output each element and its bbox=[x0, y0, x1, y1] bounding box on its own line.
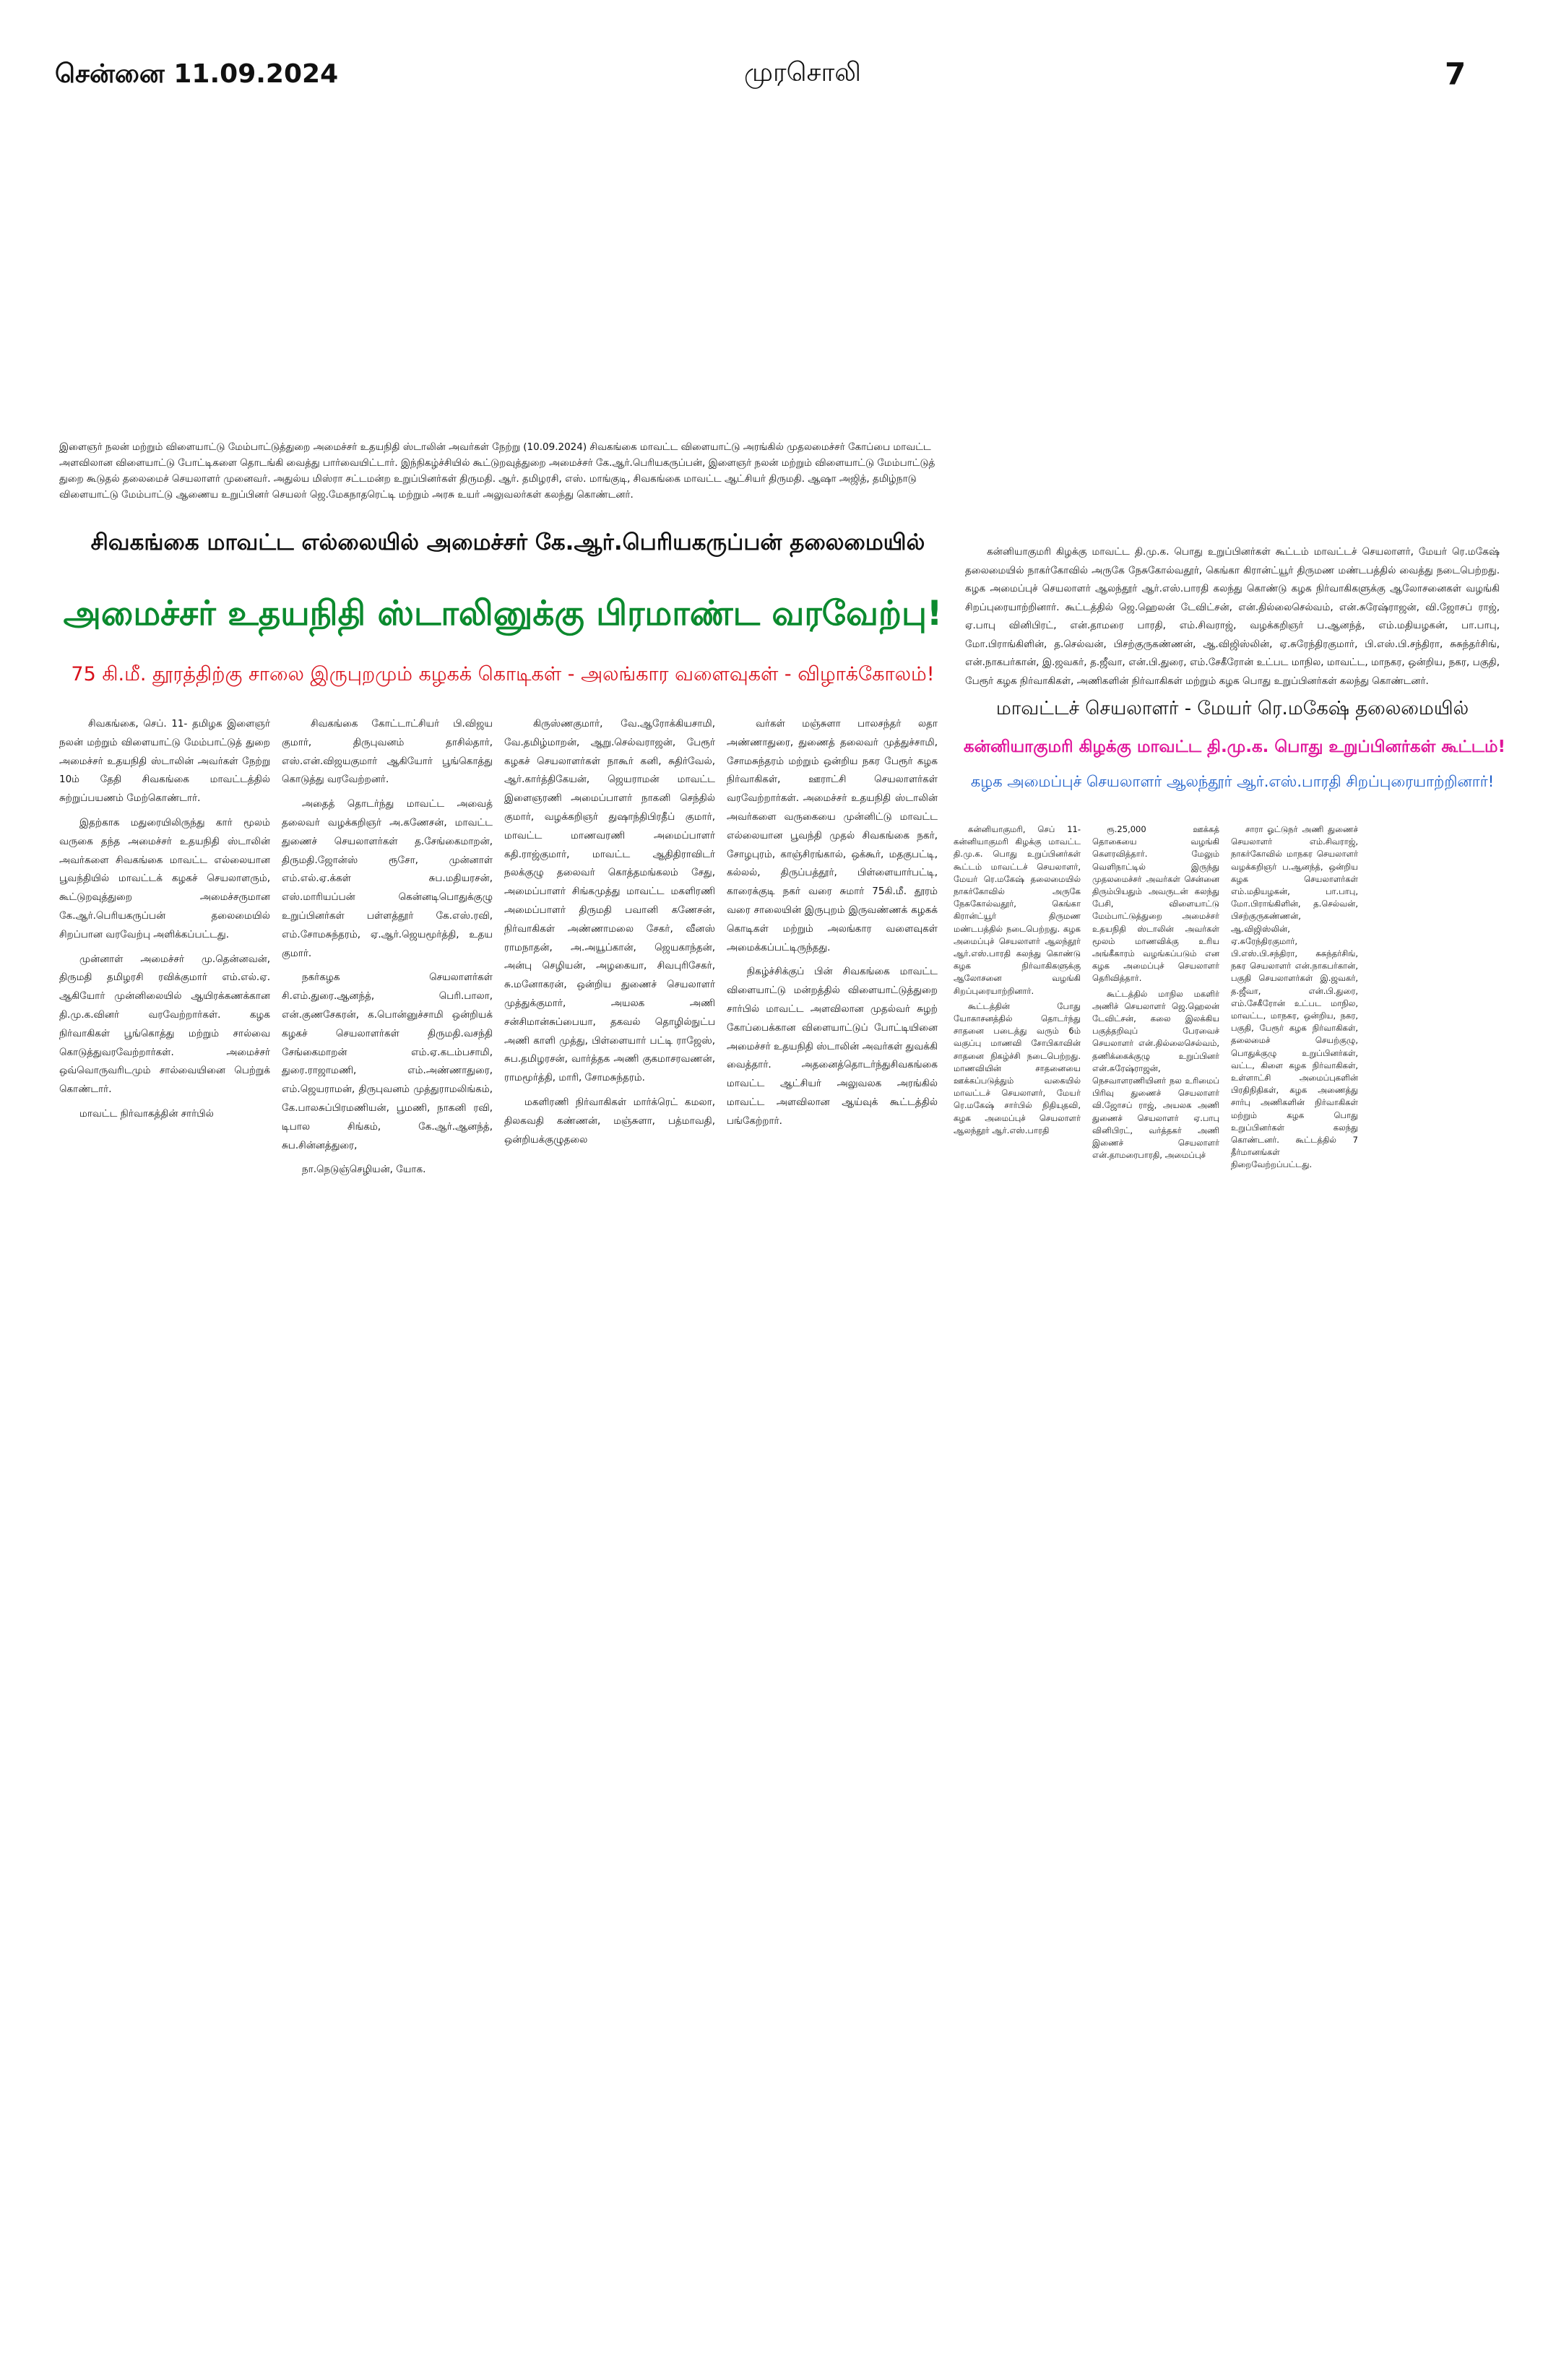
right-column-1 bbox=[954, 823, 1081, 1140]
paragraph: கன்னியாகுமரி, செப் 11- கன்னியாகுமரி கிழக்கு மாவட்ட தி.மு.க. பொது உறுப்பினர்கள் கூட்டம் மாவட்டச் செயலாளர், மேயர் ரெ.மகேஷ் தலைமையில் நாகர்கோவில் அருகே நேசுகோல்வதூர், கெங்கா கிரான்ட்யூர் திருமண மண்டபத்தில் நடைபெற்றது. கழக அமைப்புச் செயலாளர் ஆலந்தூர் ஆர்.எஸ்.பாரதி கலந்து கொண்டு கழக நிர்வாகிகளுக்கு ஆலோசனை வழங்கி சிறப்புரையாற்றினார். bbox=[954, 824, 1081, 996]
right-headline: கன்னியாகுமரி கிழக்கு மாவட்ட தி.மு.க. பொது உறுப்பினர்கள் கூட்டம்! bbox=[963, 737, 1506, 756]
paragraph: சிவகங்கை கோட்டாட்சியர் பி.விஜய குமார், திருபுவனம் தாசில்தார், எஸ்.என்.விஜயகுமார் ஆகியோர் பூங்கொத்து கொடுத்து வரவேற்றனர். bbox=[282, 718, 493, 786]
paragraph: அதைத் தொடர்ந்து மாவட்ட அவைத் தலைவர் வழக்கறிஞர் அ.கணேசன், மாவட்ட துணைச் செயலாளர்கள் த.சேங்கைமாறன், திருமதி.ஜோன்ஸ் ரூசோ, முன்னாள் எம்.எல்.ஏ.க்கள் சுப.மதியரசன், எஸ்.மாரியப்பன் கென்னடிபொதுக்குழு உறுப்பினர்கள் பள்ளத்தூர் கே.எஸ்.ரவி, எம்.சோமசுந்தரம், ஏ.ஆர்.ஜெயமூர்த்தி, உதய குமார். bbox=[282, 798, 493, 959]
right-subheadline: கழக அமைப்புச் செயலாளர் ஆலந்தூர் ஆர்.எஸ்.பாரதி சிறப்புரையாற்றினார்! bbox=[970, 773, 1495, 790]
paragraph: சாரா ஓட்டுநர் அணி துணைச் செயலாளர் எம்.சிவராஜ், நாகர்கோவில் மாநகர செயலாளர் வழக்கறிஞர் ப.ஆனந்த், ஒன்றிய கழக செயலாளர்கள் எம்.மதியழகன், பா.பாபு, மோ.பிராங்கிளின், த.செல்வன், பிசற்குருகண்ணன், ஆ.விஜிஸ்லின், ஏ.சுரேந்திரகுமார், பி.எஸ்.பி.சந்திரா, சுசுந்தர்சிங், நகர செயலாளர் என்.நாகபர்கான், பகுதி செயலாளர்கள் இ.ஜவகர், த.ஜீவா, என்.பி.துரை, எம்.சேகீரோன் உட்பட மாநில, மாவட்ட, மாநகர, ஒன்றிய, நகர, பகுதி, பேரூர் கழக நிர்வாகிகள், தலைமைச் செயற்குழு, பொதுக்குழு உறுப்பினர்கள், வட்ட, கிளை கழக நிர்வாகிகள், உள்ளாட்சி அமைப்புகளின் பிரதிநிதிகள், கழக அணைத்து சார்பு அணிகளின் நிர்வாகிகள் மற்றும் கழக பொது உறுப்பினர்கள் கலந்து கொண்டனர். கூட்டத்தில் 7 தீர்மானங்கள் நிறைவேற்றப்பட்டது. bbox=[1231, 824, 1358, 1170]
right-column-2 bbox=[1092, 823, 1219, 1164]
paragraph: சிவகங்கை, செப். 11- தமிழக இளைஞர் நலன் மற்றும் விளையாட்டு மேம்பாட்டுத் துறை அமைச்சர் உதயநிதி ஸ்டாலின் அவர்கள் நேற்று 10ம் தேதி சிவகங்கை மாவட்டத்தில் சுற்றுப்பயணம் மேற்கொண்டார். bbox=[59, 718, 270, 805]
left-column-1 bbox=[59, 715, 270, 1130]
masthead-paper-name: முரசொலி bbox=[744, 58, 861, 87]
right-column-3 bbox=[1231, 823, 1358, 1174]
paragraph: கிருஸ்ணகுமார், வே.ஆரோக்கியசாமி, வே.தமிழ்மாறன், ஆறு.செல்வராஜன், பேரூர் கழகச் செயலாளர்கள் நாகூர் கனி, சுதிர்வேல், ஆர்.கார்த்திகேயன், ஜெயராமன் மாவட்ட இளைஞரணி அமைப்பாளர் நாகனி செந்தில் குமார், வழக்கறிஞர் துஷாந்திபிரதீப் குமார், மாவட்ட மாணவரணி அமைப்பாளர் கதி.ராஜ்குமார், மாவட்ட ஆதிதிராவிடர் நலக்குழு தலைவர் கொத்தமங்கலம் சேது, அமைப்பாளர் சிங்கமுத்து மாவட்ட மகளிரணி அமைப்பாளர் திருமதி பவானி கணேசன், நிர்வாகிகள் அண்ணாமலை சேகர், வீனஸ் ராமநாதன், அ.அயூப்கான், ஜெயகாந்தன், அன்பு செழியன், அழகையா, சிவபுரிசேகர், சு.மனோகரன், ஒன்றிய துணைச் செயலாளர் முத்துக்குமார், அயலக அணி சன்சிமான்சுப்பையா, தகவல் தொழில்நுட்ப அணி காளி முத்து, பிள்ளையார் பட்டி ராஜேஸ், சுப.தமிழரசன், வார்த்தக அணி குகமாசரவணன், ராமமூர்த்தி, மாரி, சோமசுந்தரம். bbox=[504, 718, 715, 1084]
paragraph: நா.நெடுஞ்செழியன், யோக. bbox=[302, 1164, 426, 1176]
right-kicker: மாவட்டச் செயலாளர் - மேயர் ரெ.மகேஷ் தலைமையில் bbox=[995, 698, 1469, 719]
paragraph: வர்கள் மஞ்சுளா பாலசந்தர் லதா அண்ணாதுரை, துணைத் தலைவர் முத்துச்சாமி, சோமசுந்தரம் மற்றும் ஒன்றிய நகர பேரூர் கழக நிர்வாகிகள், ஊராட்சி செயலாளர்கள் வரவேற்றார்கள். அமைச்சர் உதயநிதி ஸ்டாலின் அவர்களை வருகையை முன்னிட்டு மாவட்ட எல்லையான பூவந்தி முதல் சிவகங்கை நகர், சோழபுரம், காஞ்சிரங்கால், ஒக்கூர், மதகுபட்டி, கல்லல், திருப்பத்தூர், பிள்ளையார்பட்டி, காரைக்குடி நகர் வரை சுமார் 75கி.மீ. தூரம் வரை சாலையின் இருபுறம் இருவண்ணக் கழகக் கொடிகள் மற்றும் அலங்கார வளைவுகள் அமைக்கப்பட்டிருந்தது. bbox=[727, 718, 938, 953]
paragraph: மகளிரணி நிர்வாகிகள் மார்க்ரெட் கமலா, திலகவதி கண்ணன், மஞ்சுளா, பத்மாவதி, ஒன்றியக்குழுதலை bbox=[504, 1096, 715, 1146]
paragraph: கூட்டத்தின் போது யோகாசனத்தில் தொடர்ந்து சாதனை படைத்து வரும் 6ம் வகுப்பு மாணவி சோபிகாவின் சாதனை நிகழ்ச்சி நடைபெற்றது. மாணவியின் சாதனையை ஊக்கப்படுத்தும் வகையில் மாவட்டச் செயலாளர், மேயர் ரெ.மகேஷ் சார்பில் நிதியுதவி, கழக அமைப்புச் செயலாளர் ஆலந்தூர் ஆர்.எஸ்.பாரதி bbox=[954, 1000, 1081, 1135]
left-column-3 bbox=[504, 715, 715, 1155]
paragraph: முன்னாள் அமைச்சர் மு.தென்னவன், திருமதி தமிழரசி ரவிக்குமார் எம்.எல்.ஏ. ஆகியோர் முன்னிலையில் ஆயிரக்கணக்கான தி.மு.க.வினர் வரவேற்றார்கள். கழக நிர்வாகிகள் பூங்கொத்து மற்றும் சால்வை கொடுத்துவரவேற்றார்கள். அமைச்சர் ஒவ்வொருவரிடமும் சால்வையினை பெற்றுக் கொண்டார். bbox=[59, 953, 270, 1096]
photo-caption: இளைஞர் நலன் மற்றும் விளையாட்டு மேம்பாட்டுத்துறை அமைச்சர் உதயநிதி ஸ்டாலின் அவர்கள் நேற்று (10.09.2024) சிவகங்கை மாவட்ட விளையாட்டு அரங்கில் முதலமைச்சர் கோப்பை மாவட்ட அளவிலான விளையாட்டு போட்டிகளை தொடங்கி வைத்து பார்வையிட்டார். இந்நிகழ்ச்சியில் கூட்டுறவுத்துறை அமைச்சர் கே.ஆர்.பெரியகருப்பன், இளைஞர் நலன் மற்றும் விளையாட்டு மேம்பாட்டுத் துறை கூடுதல் தலைமைச் செயலாளர் முனைவர். அதுல்ய மிஸ்ரா சட்டமன்ற உறுப்பினர்கள் திருமதி. ஆர். தமிழரசி, எஸ். மாங்குடி, சிவகங்கை மாவட்ட ஆட்சியர் திருமதி. ஆஷா அஜித், தமிழ்நாடு விளையாட்டு மேம்பாட்டு ஆணைய உறுப்பினர் செயலர் ஜெ.மேகநாதரெட்டி மற்றும் அரசு உயர் அலுவலர்கள் கலந்து கொண்டனர். bbox=[59, 441, 935, 501]
page-number: 7 bbox=[1445, 56, 1466, 92]
left-subheadline: 75 கி.மீ. தூரத்திற்கு சாலை இருபுறமும் கழகக் கொடிகள் - அலங்கார வளைவுகள் - விழாக்கோலம்! bbox=[71, 663, 935, 685]
left-kicker: சிவகங்கை மாவட்ட எல்லையில் அமைச்சர் கே.ஆர்.பெரியகருப்பன் தலைமையில் bbox=[90, 529, 925, 555]
left-headline: அமைச்சர் உதயநிதி ஸ்டாலினுக்கு பிரமாண்ட வரவேற்பு! bbox=[63, 594, 943, 633]
left-column-4 bbox=[727, 715, 938, 1137]
paragraph: நிகழ்ச்சிக்குப் பின் சிவகங்கை மாவட்ட விளையாட்டு மன்றத்தில் விளையாட்டுத்துறை சார்பில் மாவட்ட அளவிலான முதல்வர் சுழற் கோப்பைக்கான விளையாட்டுப் போட்டியினை அமைச்சர் உதயநிதி ஸ்டாலின் அவர்கள் துவக்கி வைத்தார். அதனைத்தொடர்ந்துசிவகங்கை மாவட்ட ஆட்சியர் அலுவலக அரங்கில் மாவட்ட அளவிலான ஆய்வுக் கூட்டத்தில் பங்கேற்றார். bbox=[727, 966, 938, 1127]
right-top-continuation: கன்னியாகுமரி கிழக்கு மாவட்ட தி.மு.க. பொது உறுப்பினர்கள் கூட்டம் மாவட்டச் செயலாளர், மேயர் ரெ.மகேஷ் தலைமையில் நாகர்கோவில் அருகே நேசுகோல்வதூர், கெங்கா கிரான்ட்யூர் திருமண மண்டபத்தில் வைத்து நடைபெற்றது. கழக அமைப்புச் செயலாளர் ஆலந்தூர் ஆர்.எஸ்.பாரதி கலந்து கொண்டு கழக நிர்வாகிகளுக்கு ஆலோசனைகள் வழங்கி சிறப்புரையாற்றினார். கூட்டத்தில் ஜெ.ஹெலன் டேவிட்சன், என்.தில்லைசெல்வம், என்.சுரேஷ்ராஜன், வி.ஜோசப் ராஜ், ஏ.பாபு வினிபிரட், என்.தாமரை பாரதி, எம்.சிவராஜ், வழக்கறிஞர் ப.ஆனந்த், எம்.மதியழகன், பா.பாபு, மோ.பிராங்கிளின், த.செல்வன், பிசற்குருகண்ணன், ஆ.விஜிஸ்லின், ஏ.சுரேந்திரகுமார், பி.எஸ்.பி.சந்திரா, சுசுந்தர்சிங், என்.நாகபர்கான், இ.ஜவகர், த.ஜீவா, என்.பி.துரை, எம்.சேகீரோன் உட்பட மாநில, மாவட்ட, மாநகர, ஒன்றிய, நகர, பகுதி, பேரூர் கழக நிர்வாகிகள், அணிகளின் நிர்வாகிகள் மற்றும் கழக பொது உறுப்பினர்கள் கலந்து கொண்டனர். bbox=[965, 546, 1500, 687]
paragraph: ரூ.25,000 ஊக்கத் தொகையை வழங்கி கௌரவித்தார். மேலும் வெளிநாட்டில் இருந்து முதலமைச்சர் அவர்கள் சென்னை திரும்பியதும் அவருடன் கலந்து பேசி, விளையாட்டு மேம்பாட்டுத்துறை அமைச்சர் உதயநிதி ஸ்டாலின் அவர்கள் மூலம் மாணவிக்கு உரிய அங்கீகாரம் வழங்கப்படும் என கழக அமைப்புச் செயலாளர் தெரிவித்தார். bbox=[1092, 824, 1219, 984]
paragraph: கூட்டத்தில் மாநில மகளிர் அணிச் செயலாளர் ஜெ.ஹெலன் டேவிட்சன், கலை இலக்கிய பகுத்தறிவுப் பேரவைச் செயலாளர் என்.தில்லைசெல்வம், தணிக்கைக்குழு உறுப்பினர் என்.சுரேஷ்ராஜன், நெசவாளரணியினர் நல உரிமைப் பிரிவு துணைச் செயலாளர் வி.ஜோசப் ராஜ், அயலக அணி துணைச் செயலாளர் ஏ.பாபு வினிபிரட், வர்த்தகர் அணி இணைச் செயலாளர் என்.தாமரைபாரதி, அமைப்புச் bbox=[1092, 988, 1219, 1161]
paragraph: மாவட்ட நிர்வாகத்தின் சார்பில் bbox=[79, 1107, 214, 1120]
masthead-date: சென்னை 11.09.2024 bbox=[55, 59, 339, 89]
paragraph: நகர்கழக செயலாளர்கள் சி.எம்.துரை.ஆனந்த், பெரி.பாலா, என்.குணசேகரன், க.பொன்னுச்சாமி ஒன்றியக் கழகச் செயலாளர்கள் திருமதி.வசந்தி சேங்கைமாறன் எம்.ஏ.கடம்பசாமி, துரை.ராஜாமணி, எம்.அண்ணாதுரை, எம்.ஜெயராமன், திருபுவனம் முத்துராமலிங்கம், கே.பாலசுப்பிரமணியன், பூமணி, நாகனி ரவி, டிபால சிங்கம், கே.ஆர்.ஆனந்த், சுப.சின்னத்துரை, bbox=[282, 972, 493, 1151]
paragraph: இதற்காக மதுரையிலிருந்து கார் மூலம் வருகை தந்த அமைச்சர் உதயநிதி ஸ்டாலின் அவர்களை சிவகங்கை மாவட்ட எல்லையான பூவந்தியில் மாவட்டக் கழகச் செயலாளரும், கூட்டுறவுத்துறை அமைச்சருமான கே.ஆர்.பெரியகருப்பன் தலைமையில் சிறப்பான வரவேற்பு அளிக்கப்பட்டது. bbox=[59, 816, 270, 940]
left-column-2 bbox=[282, 715, 493, 1185]
